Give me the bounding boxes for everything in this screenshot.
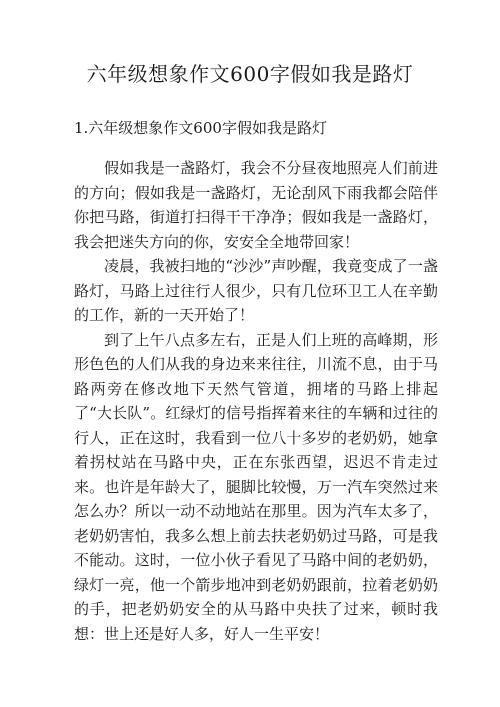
paragraph-3: 到了上午八点多左右，正是人们上班的高峰期，形形色色的人们从我的身边来来往往，川流不息，由于马路两旁在修改地下天然气管道，拥堵的马路上排起了“大长队”。红绿灯的信号指挥着来往的车辆和过往的行人，正在这时，我看到一位八十多岁的老奶奶，她拿着拐杖站在马路中央，正在东张西望，迟迟不肯走过来。也许是年龄大了，腿脚比较慢，万一汽车突然过来怎么办？所以一动不动地站在那里。因为汽车太多了，老奶奶害怕，我多么想上前去扶老奶奶过马路，可是我不能动。这时，一位小伙子看见了马路中间的老奶奶，绿灯一亮，他一个箭步地冲到老奶奶跟前，拉着老奶奶的手，把老奶奶安全的从马路中央扶了过来，顿时我想：世上还是好人多，好人一生平安！ <box>74 330 438 643</box>
document-title: 六年级想象作文600字假如我是路灯 <box>86 62 414 86</box>
paragraph-2: 凌晨，我被扫地的“沙沙”声吵醒，我竟变成了一盏路灯，马路上过往行人很少，只有几位环卫工人在辛勤的工作，新的一天开始了！ <box>74 257 438 324</box>
paragraph-1: 假如我是一盏路灯，我会不分昼夜地照亮人们前进的方向；假如我是一盏路灯，无论刮风下雨我都会陪伴你把马路，街道打扫得干干净净；假如我是一盏路灯，我会把迷失方向的你，安安全全地带回家！ <box>74 159 438 251</box>
section-heading: 1.六年级想象作文600字假如我是路灯 <box>74 119 327 137</box>
essay-body <box>74 156 438 646</box>
